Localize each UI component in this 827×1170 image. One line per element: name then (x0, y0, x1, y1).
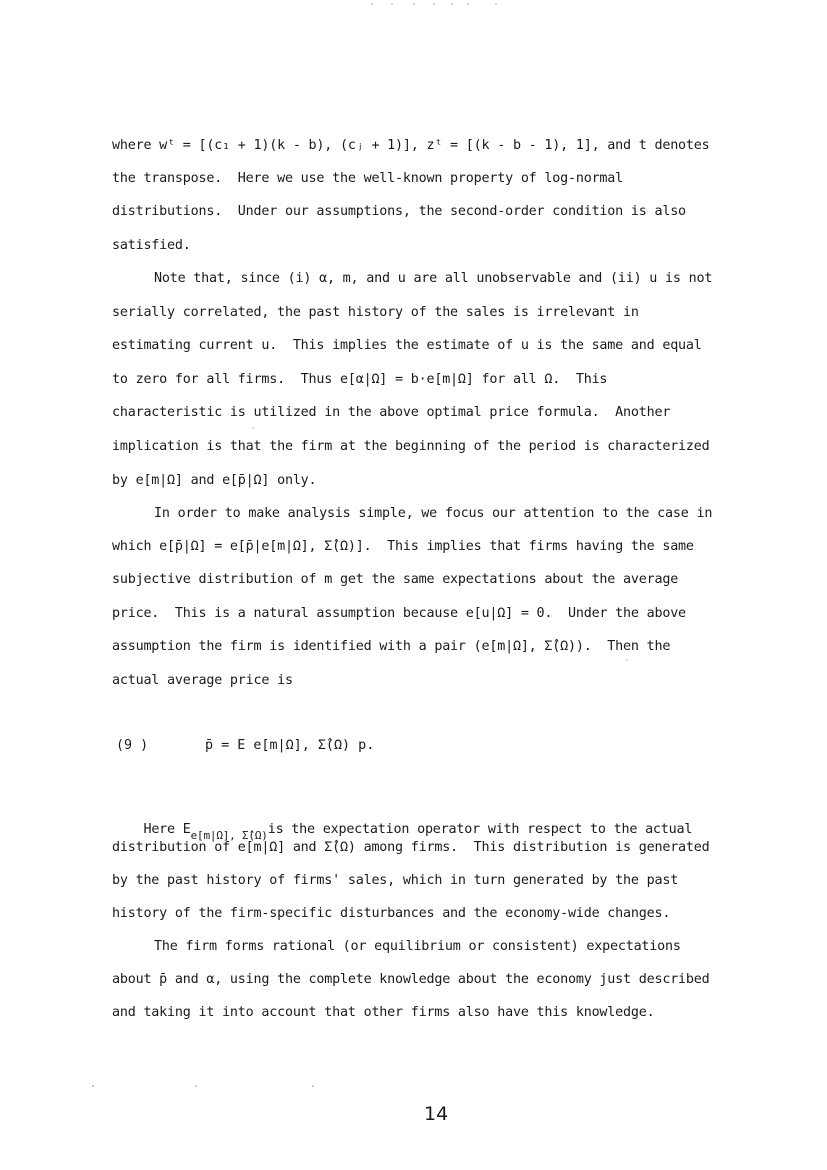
text-line: distributions. Under our assumptions, the second-order condition is also (112, 204, 686, 219)
text-line: price. This is a natural assumption because e[u|Ω] = 0. Under the above (112, 606, 686, 621)
text-line: In order to make analysis simple, we focus our attention to the case in (154, 506, 713, 521)
here-prefix: Here E (143, 822, 191, 837)
text-line: about p̄ and α, using the complete knowledge about the economy just described (112, 972, 710, 987)
text-line: by e[m|Ω] and e[p̄|Ω] only. (112, 473, 317, 488)
equation-number: (9 ) (116, 738, 149, 753)
text-line: by the past history of firms' sales, which in turn generated by the past (112, 873, 679, 888)
text-line: implication is that the firm at the beginning of the period is characterized (112, 439, 710, 454)
page-number: 14 (424, 1103, 449, 1125)
text-line: the transpose. Here we use the well-known property of log-normal (112, 171, 624, 186)
text-line: The firm forms rational (or equilibrium or consistent) expectations (154, 939, 681, 954)
here-suffix: is the expectation operator with respect to the actual (267, 822, 693, 837)
text-line: which e[p̄|Ω] = e[p̄|e[m|Ω], Σ̂(Ω)]. This implies that firms having the same (112, 539, 694, 554)
text-line: history of the firm-specific disturbances and the economy-wide changes. (112, 906, 671, 921)
text-line: satisfied. (112, 238, 191, 253)
text-line: estimating current u. This implies the estimate of u is the same and equal (112, 338, 702, 353)
text-line: Note that, since (i) α, m, and u are all unobservable and (ii) u is not (154, 271, 713, 286)
text-line: serially correlated, the past history of the sales is irrelevant in (112, 305, 639, 320)
text-line: subjective distribution of m get the same expectations about the average (112, 572, 679, 587)
text-line: distribution of e[m|Ω] and Σ̂(Ω) among firms. This distribution is generated (112, 840, 710, 855)
text-line: assumption the firm is identified with a pair (e[m|Ω], Σ̂(Ω)). Then the (112, 639, 671, 654)
equation-body: p̄ = E e[m|Ω], Σ̂(Ω) p. (205, 738, 375, 753)
text-line: and taking it into account that other firms also have this knowledge. (112, 1005, 655, 1020)
text-line: to zero for all firms. Thus e[α|Ω] = b·e[m|Ω] for all Ω. This (112, 372, 608, 387)
text-line: actual average price is (112, 673, 293, 688)
text-line: where wᵗ = [(c₁ + 1)(k - b), (cⱼ + 1)], zᵗ = [(k - b - 1), 1], and t denotes (112, 138, 710, 153)
text-line: characteristic is utilized in the above optimal price formula. Another (112, 405, 671, 420)
here-subscript: e[m|Ω], Σ̂(Ω) (190, 829, 268, 842)
